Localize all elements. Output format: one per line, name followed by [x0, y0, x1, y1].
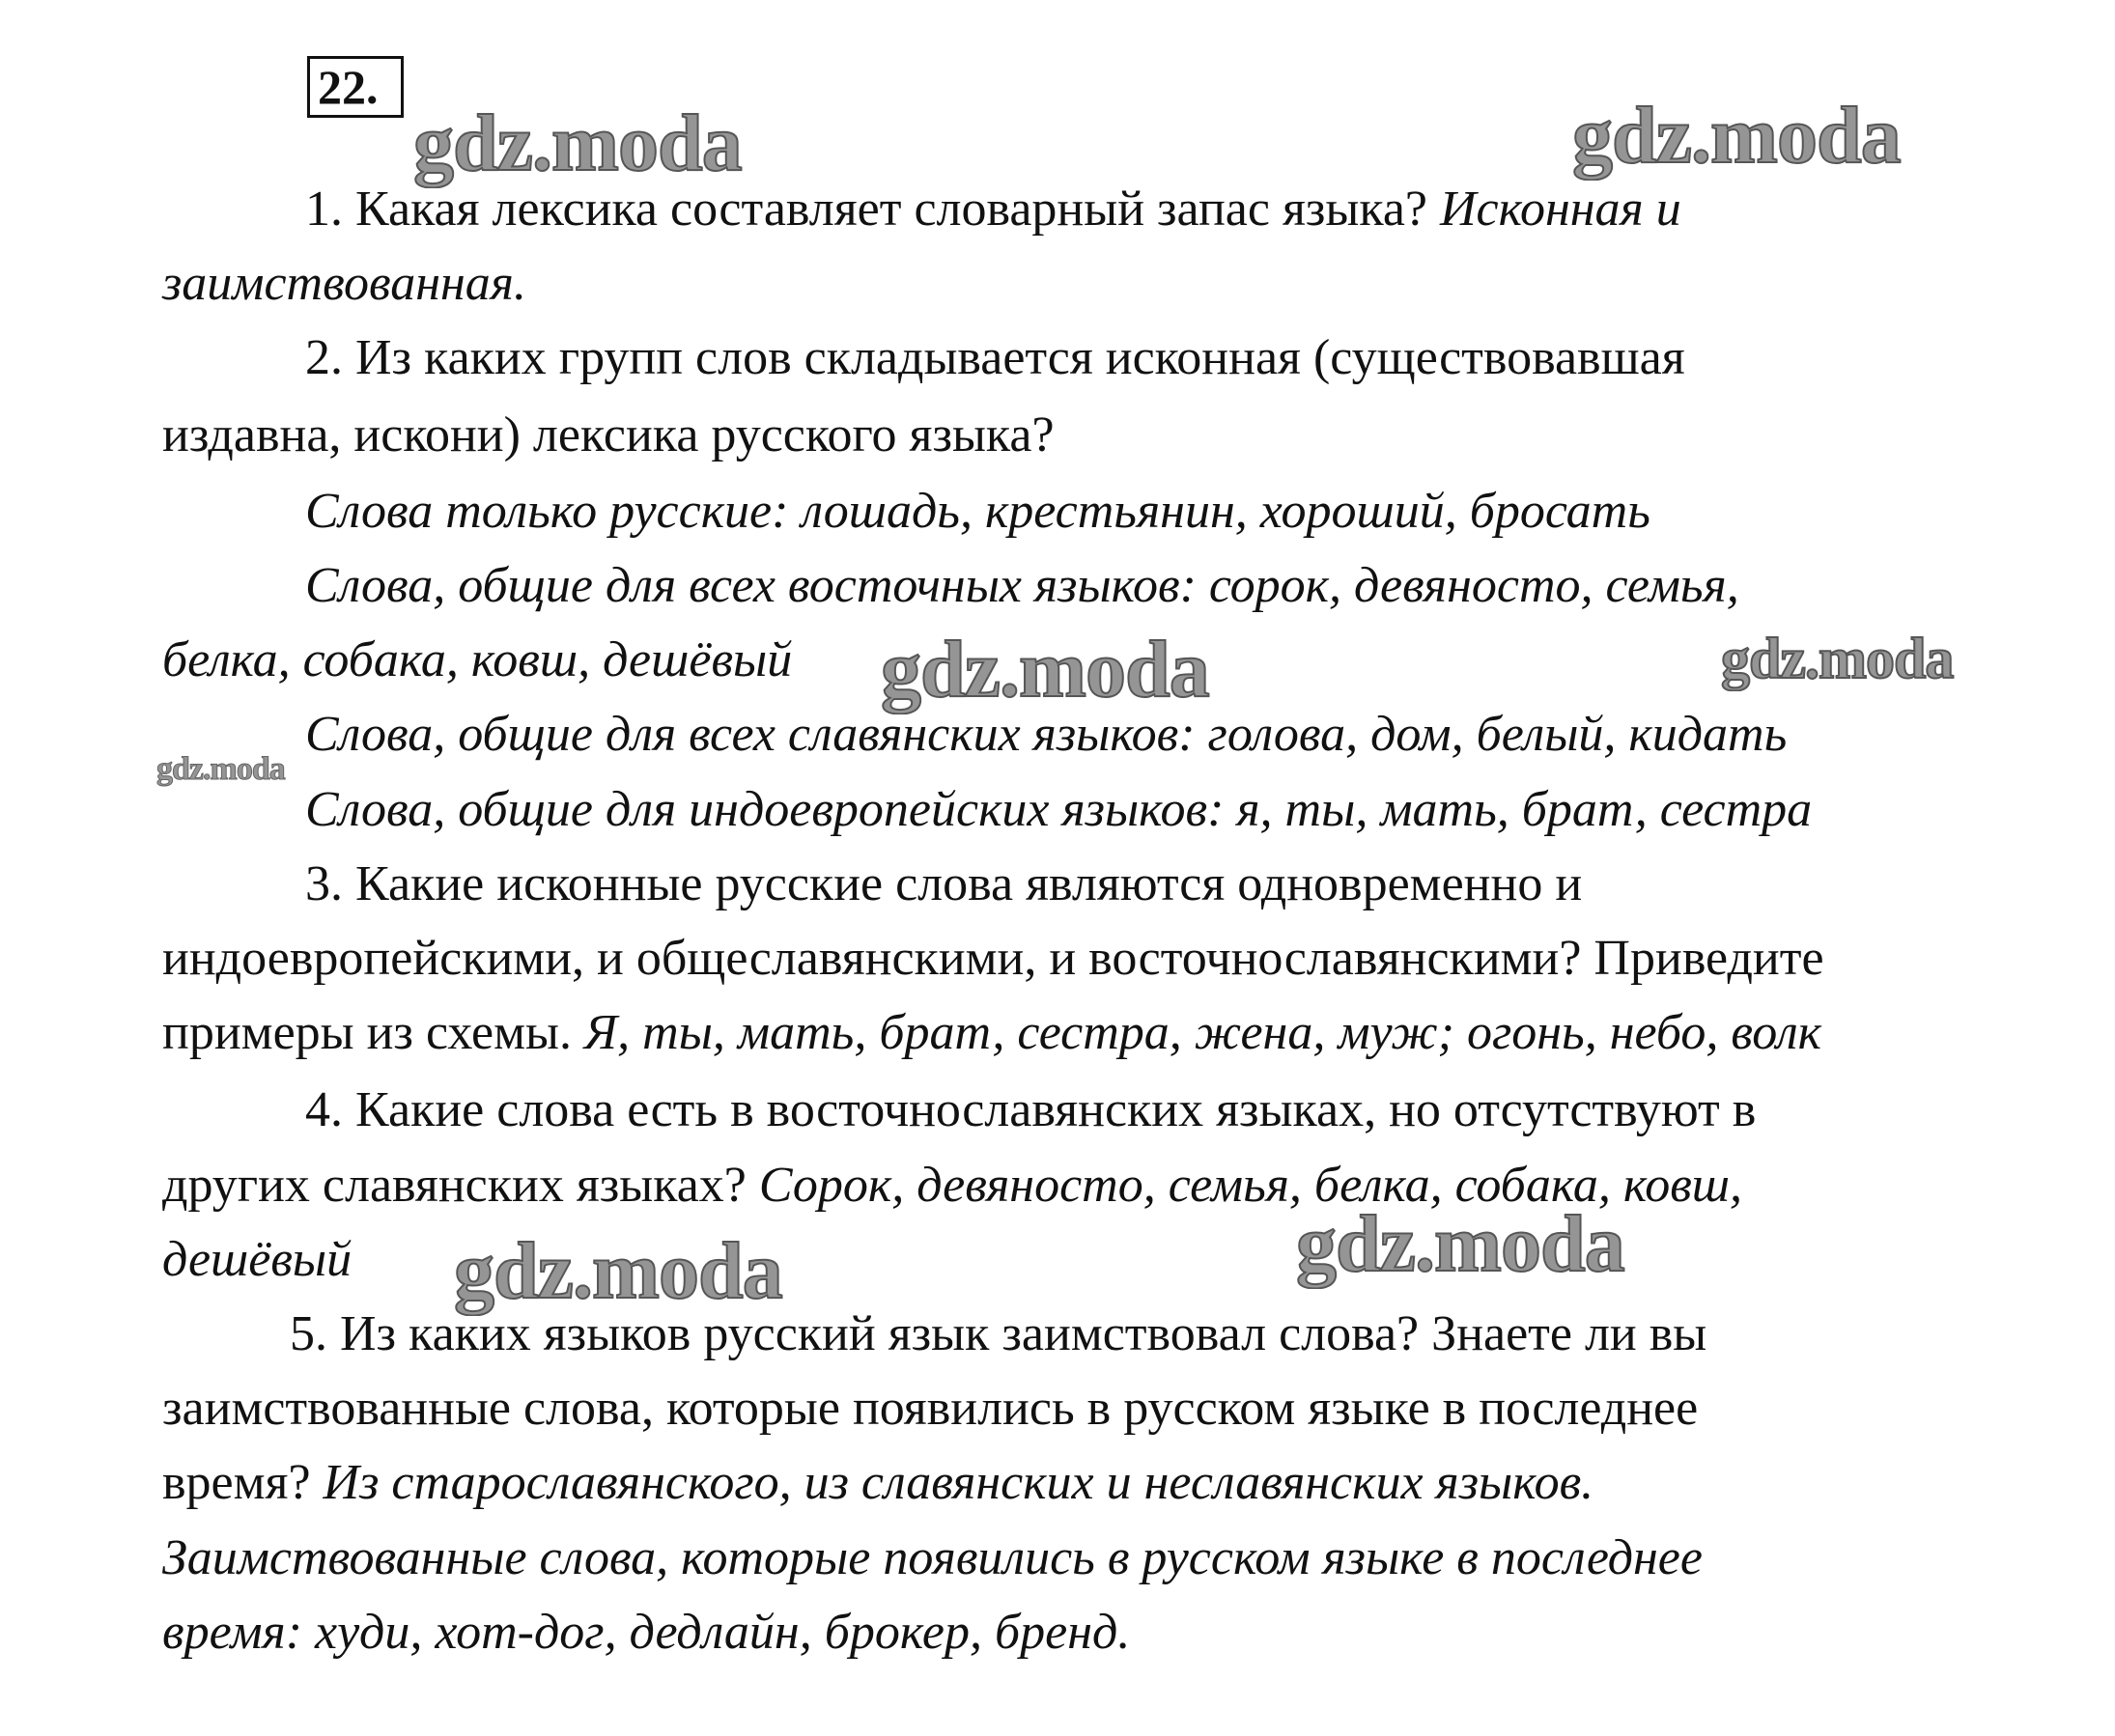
answer-text: Исконная и	[1439, 182, 1681, 237]
question-text: время?	[162, 1455, 324, 1510]
watermark: gdz.moda	[454, 1226, 782, 1316]
exercise-number: 22.	[307, 56, 404, 118]
answer-text: Слова, общие для всех славянских языков: голова, дом, белый, кидать	[305, 707, 1788, 762]
question-text: заимствованные слова, которые появились в русском языке в последнее	[162, 1381, 1699, 1436]
question-text: индоевропейскими, и общеславянскими, и восточнославянскими? Приведите	[162, 931, 1824, 986]
question-text: 5. Из каких языков русский язык заимствовал слова? Знаете ли вы	[290, 1306, 1707, 1361]
watermark: gdz.moda	[156, 751, 285, 787]
text-line	[305, 321, 1685, 395]
answer-text: дешёвый	[162, 1232, 352, 1287]
question-text: других славянских языках?	[162, 1158, 759, 1213]
watermark: gdz.moda	[881, 625, 1209, 714]
answer-text: время: худи, хот-дог, дедлайн, брокер, бренд.	[162, 1605, 1131, 1660]
text-line	[305, 474, 1650, 548]
answer-text: Слова, общие для индоевропейских языков: я, ты, мать, брат, сестра	[305, 782, 1813, 837]
answer-text: Заимствованные слова, которые появились в русском языке в последнее	[162, 1530, 1703, 1585]
text-line	[305, 847, 1582, 921]
answer-text: Слова, общие для всех восточных языков: сорок, девяносто, семья,	[305, 558, 1739, 613]
answer-text: Из старославянского, из славянских и неславянских языков.	[323, 1455, 1594, 1510]
text-line	[162, 1445, 1593, 1520]
text-line	[162, 1521, 1703, 1595]
text-line	[162, 1595, 1130, 1669]
watermark: gdz.moda	[1296, 1199, 1624, 1289]
question-text: издавна, искони) лексика русского языка?	[162, 407, 1055, 462]
answer-text: Сорок, девяносто, семья, белка, собака, ковш,	[758, 1158, 1743, 1213]
text-line	[162, 995, 1821, 1070]
text-line	[305, 1073, 1756, 1147]
question-text: 1. Какая лексика составляет словарный запас языка?	[305, 182, 1440, 237]
text-line	[305, 548, 1739, 623]
question-text: 3. Какие исконные русские слова являются одновременно и	[305, 856, 1583, 911]
text-line	[162, 246, 526, 321]
watermark: gdz.moda	[1721, 627, 1954, 690]
text-line	[162, 921, 1824, 995]
answer-text: Слова только русские: лошадь, крестьянин, хороший, бросать	[305, 484, 1650, 539]
text-line	[305, 772, 1812, 847]
text-line	[162, 1371, 1698, 1445]
watermark: gdz.moda	[413, 98, 742, 188]
answer-text: белка, собака, ковш, дешёвый	[162, 632, 793, 687]
text-line	[162, 398, 1055, 472]
answer-text: заимствованная.	[162, 256, 526, 311]
answer-text: Я, ты, мать, брат, сестра, жена, муж; огонь, небо, волк	[583, 1005, 1821, 1060]
question-text: примеры из схемы.	[162, 1005, 584, 1060]
question-text: 4. Какие слова есть в восточнославянских языках, но отсутствуют в	[305, 1082, 1757, 1137]
text-line	[162, 623, 792, 697]
question-text: 2. Из каких групп слов складывается исконная (существовавшая	[305, 330, 1685, 385]
watermark: gdz.moda	[1572, 91, 1901, 181]
text-line	[162, 1222, 352, 1297]
